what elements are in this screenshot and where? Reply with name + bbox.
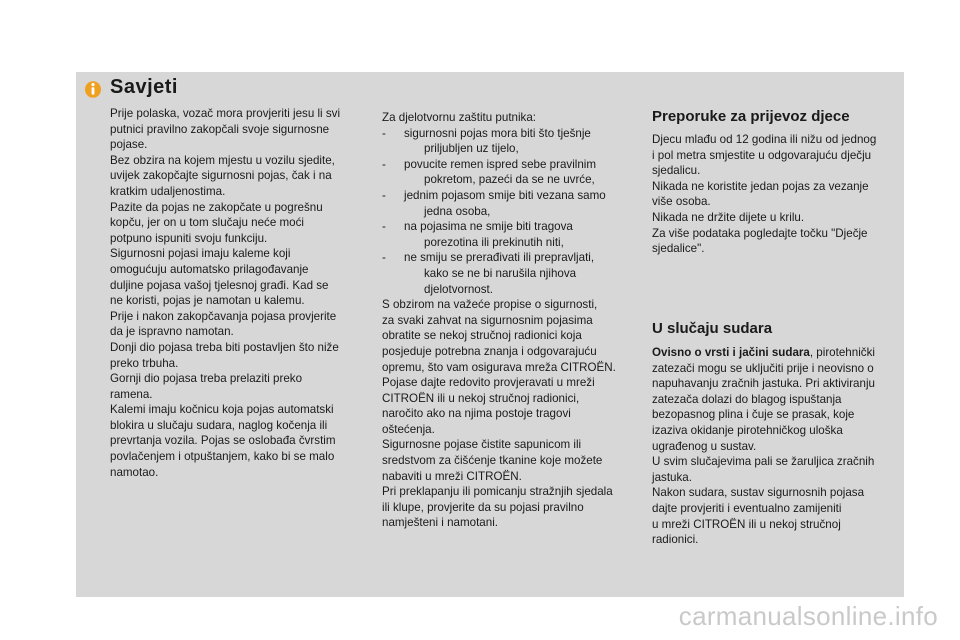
paragraph-line: CITROËN ili u nekoj stručnoj radionici, [382,391,580,405]
list-item-line [382,141,637,157]
list-dash: - [382,251,386,265]
paragraph-line: opremu, što vam osigurava mreža CITROËN. [382,360,616,374]
paragraph-line: naročito ako na njima postoje tragovi [382,407,571,421]
paragraph-line: zatezača dolazi do blagog ispuštanja [652,392,842,406]
watermark: carmanualsonline.info [678,601,938,631]
paragraph-line: Nakon sudara, sustav sigurnosnih pojasa [652,486,865,500]
list-dash [382,204,404,220]
paragraph-line: Pazite da pojas ne zakopčate u pogrešnu [110,200,323,214]
section-heading-accident: U slučaju sudara [652,320,773,337]
list-item-text: porezotina ili prekinutih niti, [424,235,564,249]
paragraph-line: Prije polaska, vozač mora provjeriti jesu li svi [110,107,341,120]
paragraph-line: nabaviti u mreži CITROËN. [382,469,522,483]
list-item-text: kako se ne bi narušila njihova [424,266,577,280]
list-dash [382,172,404,188]
paragraph-line: za svaki zahvat na sigurnosnim pojasima [382,313,593,327]
paragraph-line: povlačenjem i otpuštanjem, kako bi se malo [110,450,335,464]
paragraph-line: sredstvom za čišćenje tkanine koje možete [382,454,603,468]
list-item-line [382,266,637,282]
paragraph-line: više osoba. [652,195,711,209]
paragraph-line: ili klupe, provjerite da su pojasi pravilno [382,500,584,514]
list-item-line [382,204,637,220]
paragraph-line: da je ispravno namotan. [110,325,234,339]
paragraph-line: i pol metra smjestite u odgovarajuću dječju [652,148,872,162]
list-dash [382,141,404,157]
paragraph-line: pojase. [110,138,148,152]
paragraph-line: Sigurnosne pojase čistite sapunicom ili [382,438,582,452]
paragraph-line: Nikada ne držite dijete u krilu. [652,210,805,224]
paragraph-line: ne koristi, pojas je namotan u kalemu. [110,294,305,308]
children-text [652,132,876,257]
paragraph-line: Prije i nakon zakopčavanja pojasa provjerite [110,309,337,323]
list-item-line [382,188,637,204]
list-item-line [382,172,637,188]
section-heading-children: Preporuke za prijevoz djece [652,108,850,125]
list-item-line [382,219,637,235]
paragraph-line: duljine pojasa vašoj tjelesnoj građi. Kad se [110,278,329,292]
list-item-text: jednim pojasom smije biti vezana samo [404,188,606,202]
list-item-text: sigurnosni pojas mora biti što tješnje [404,126,591,140]
paragraph-line: Za više podataka pogledajte točku "Dječje [652,226,868,240]
list-dash [382,282,404,298]
list-item-text: ne smiju se prerađivati ili prepravljati, [404,251,595,265]
paragraph-line: Donji dio pojasa treba biti postavljen što niže [110,340,339,354]
paragraph-line: uvijek zakopčajte sigurnosni pojas, čak i na [110,169,332,183]
paragraph-line: zatezači mogu se uključiti prije i neovisno o [652,361,874,375]
paragraph-line: Djecu mlađu od 12 godina ili nižu od jednog [652,133,877,146]
paragraph-line: jastuka. [652,470,692,484]
paragraph-line: sjedalicu. [652,164,701,178]
paragraph-line: izaziva okidanje pirotehničkog uloška [652,423,843,437]
paragraph-line: Kalemi imaju kočnicu koja pojas automatski [110,403,334,417]
paragraph-line: napuhavanju zračnih jastuka. Pri aktiviranju [652,377,875,391]
list-item-text: povucite remen ispred sebe pravilnim [404,157,597,171]
list-item-line [382,282,637,298]
list-item-text: priljubljen uz tijelo, [424,142,519,156]
paragraph-line: potpuno ispuniti svoju funkciju. [110,231,268,245]
list-item-line [382,250,637,266]
paragraph-line: omogućuju automatsko prilagođavanje [110,262,309,276]
list-item-text: na pojasima ne smije biti tragova [404,220,573,234]
list-dash: - [382,188,386,202]
paragraph-line: kratkim udaljenostima. [110,184,226,198]
list-item-text: jedna osoba, [424,204,491,218]
accident-lines [652,361,875,548]
list-dash [382,235,404,251]
list-dash: - [382,126,386,140]
paragraph-line: obratite se nekoj stručnoj radionici koja [382,329,582,343]
savjeti-column-2-rest [382,297,637,531]
savjeti-column-1 [110,106,360,480]
paragraph-line: preko trbuha. [110,356,179,370]
list-item-line [382,235,637,251]
paragraph-line: namotao. [110,465,159,479]
list-item-line [382,126,637,142]
list-item-text: pokretom, pazeći da se ne uvrće, [424,173,595,187]
paragraph-line: Nikada ne koristite jedan pojas za vezanje [652,179,869,193]
accident-text [652,345,875,548]
paragraph-line: ramena. [110,387,153,401]
accident-first-rest: , pirotehnički [809,346,875,359]
paragraph-line: u mreži CITROËN ili u nekoj stručnoj [652,517,841,531]
paragraph-line: sjedalice". [652,242,705,256]
paragraph-line: prevrtanja vozila. Pojas se oslobađa čvrstim [110,434,336,448]
paragraph-line: blokira u slučaju sudara, naglog kočenja ili [110,418,328,432]
paragraph-line: kopču, jer on u tom slučaju neće moći [110,216,304,230]
paragraph-line: ugrađenog u sustav. [652,439,757,453]
paragraph-line: Pojase dajte redovito provjeravati u mreži [382,376,595,390]
list-item-text: djelotvornost. [424,282,493,296]
safety-list [382,126,637,298]
accident-bold-lead: Ovisno o vrsti i jačini sudara [652,346,810,359]
paragraph-line: posjeduje potrebna znanja i odgovarajuću [382,344,597,358]
paragraph-line: radionici. [652,533,699,547]
list-dash: - [382,157,386,171]
paragraph-line: S obzirom na važeće propise o sigurnosti, [382,298,598,312]
accident-first-line [652,345,875,361]
paragraph-line: Gornji dio pojasa treba prelaziti preko [110,372,303,386]
paragraph-line: putnici pravilno zakopčali svoje sigurnosne [110,122,330,136]
info-icon [84,80,102,98]
list-dash [382,266,404,282]
paragraph-line: oštećenja. [382,422,435,436]
paragraph-line: bezopasnog plina i čuje se prasak, koje [652,408,855,422]
list-item-line [382,157,637,173]
paragraph-line: U svim slučajevima pali se žaruljica zračnih [652,455,875,469]
paragraph-line: Pri preklapanju ili pomicanju stražnjih sjedala [382,485,613,499]
savjeti-column-2 [382,110,637,531]
list-dash: - [382,220,386,234]
paragraph-line: Bez obzira na kojem mjestu u vozilu sjedite, [110,153,335,167]
paragraph-line: namješteni i namotani. [382,516,498,530]
paragraph-line: Sigurnosni pojasi imaju kaleme koji [110,247,291,261]
paragraph-line: dajte provjeriti i eventualno zamijeniti [652,501,842,515]
intro-text: Za djelotvornu zaštitu putnika: [382,111,537,124]
page-title: Savjeti [110,76,178,98]
